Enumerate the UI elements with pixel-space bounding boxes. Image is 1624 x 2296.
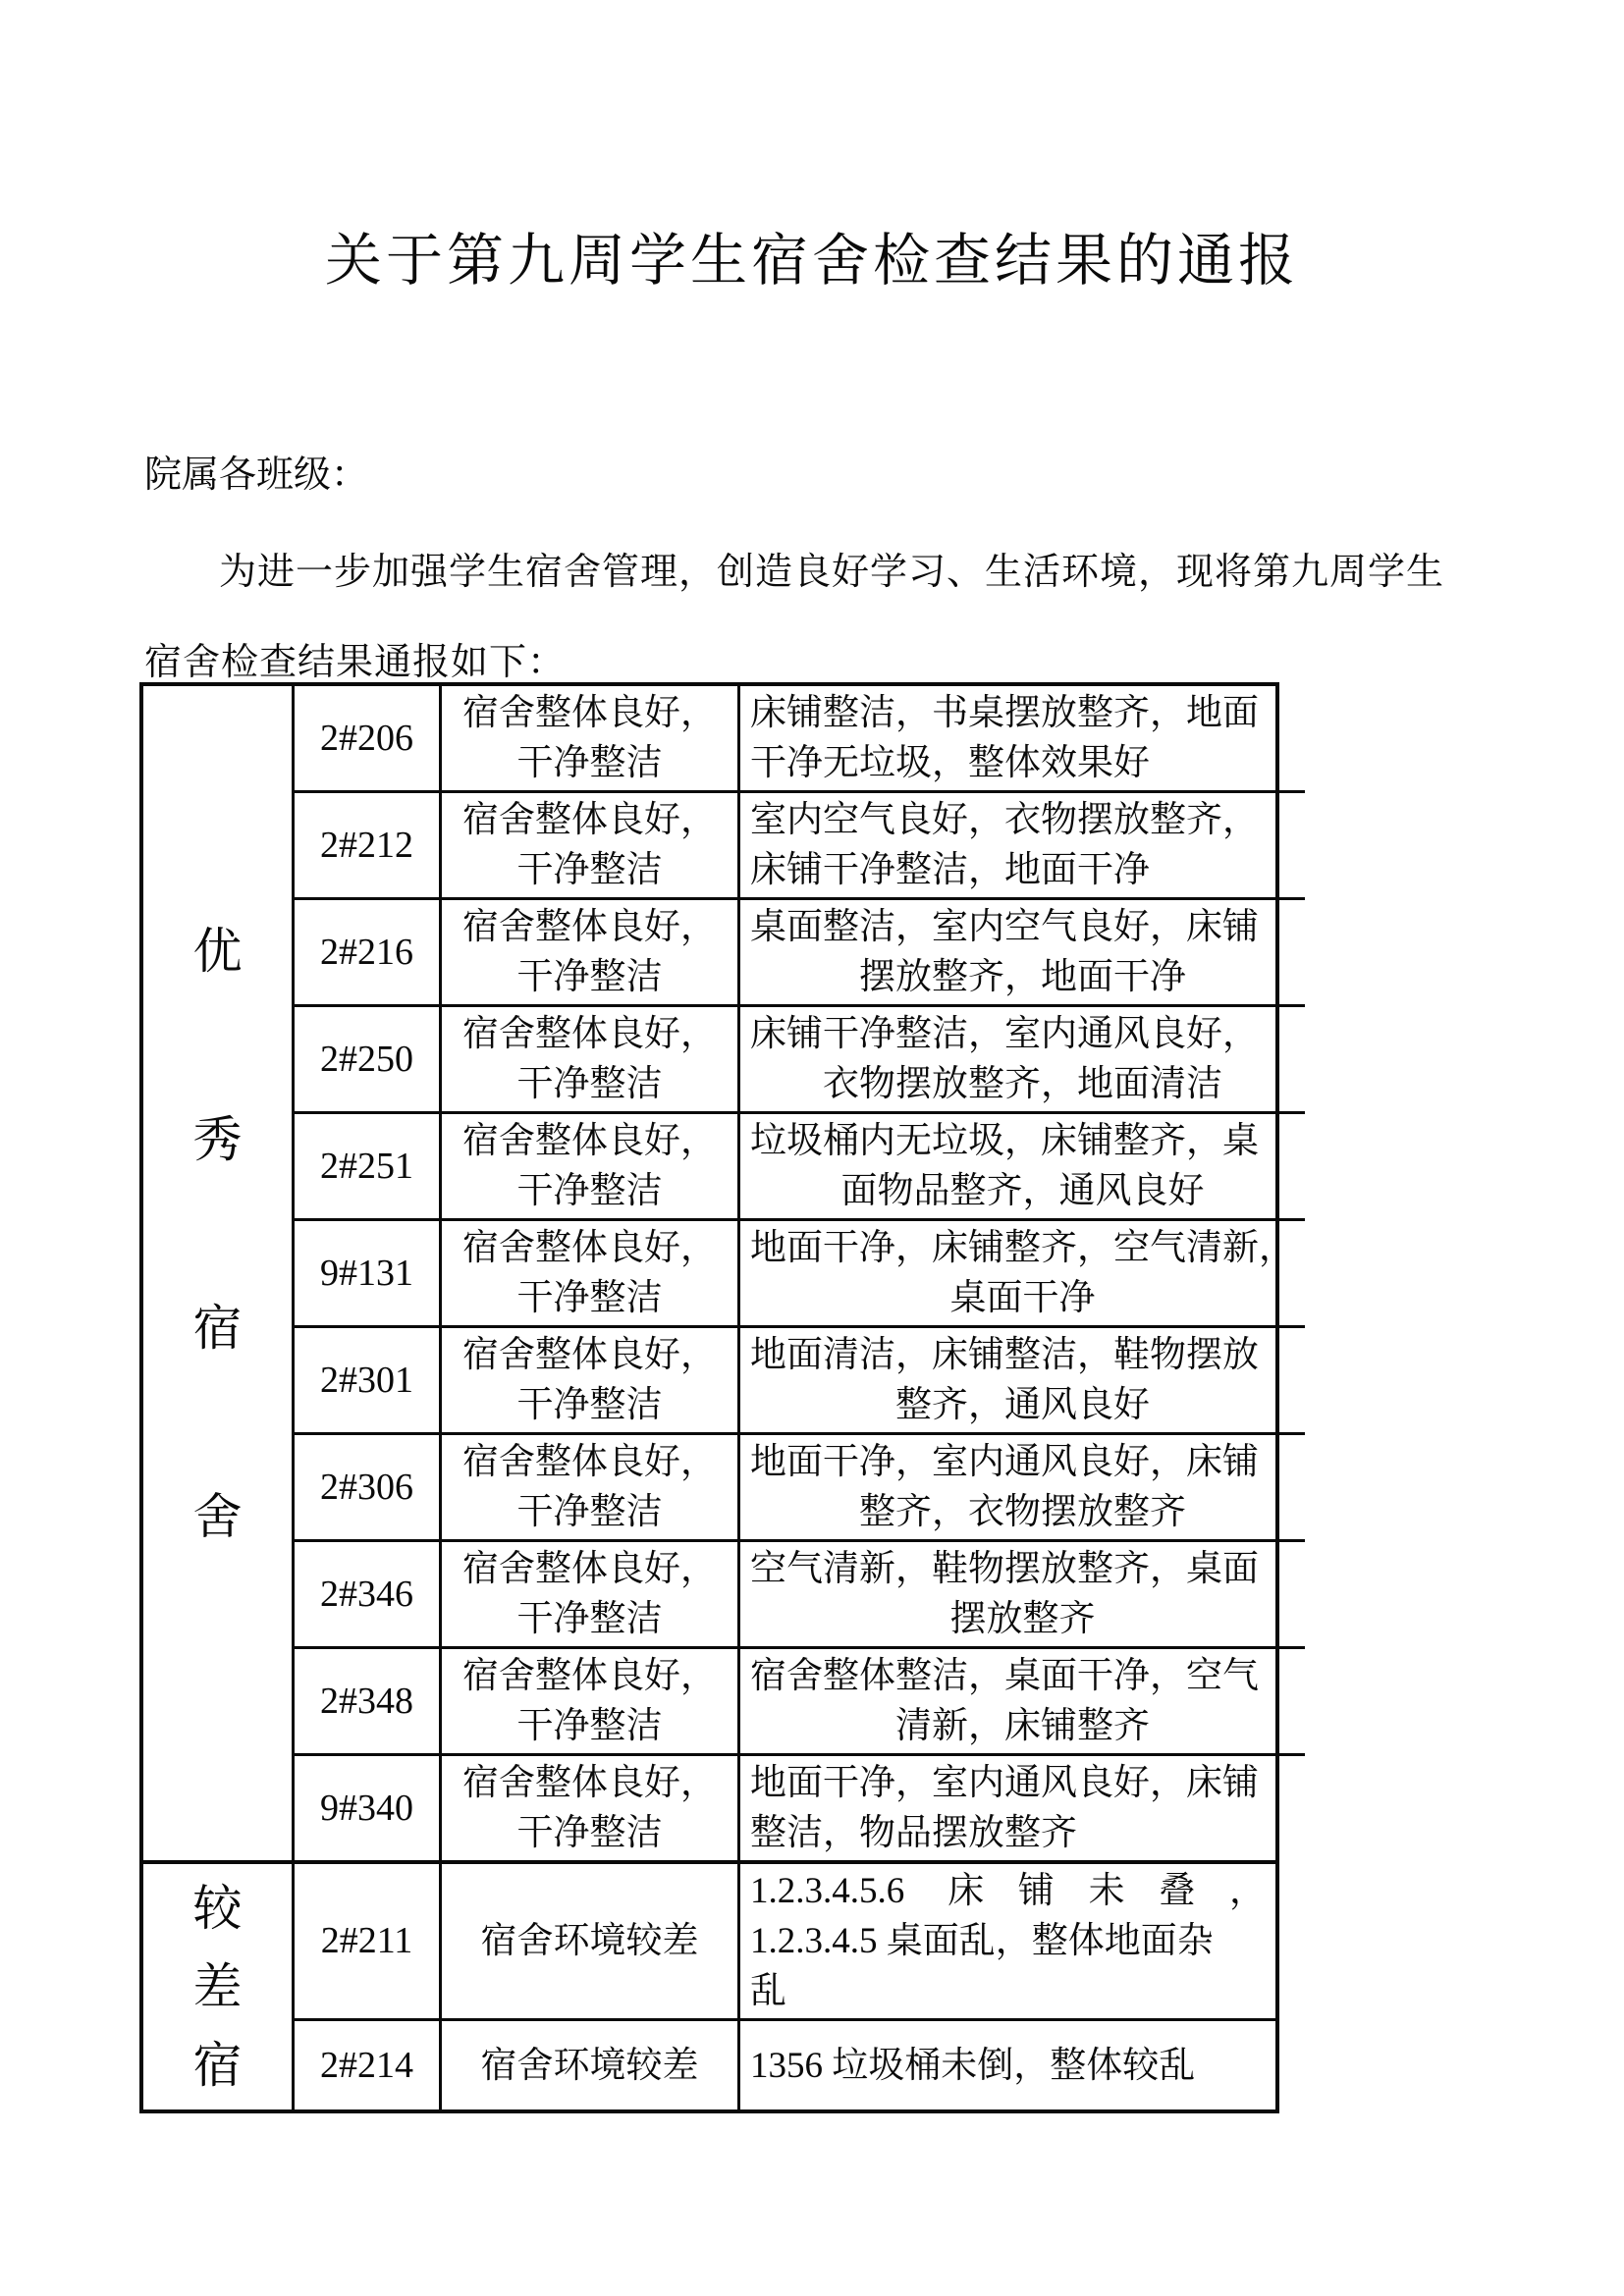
room-number: 2#216 — [320, 931, 413, 973]
detail-line: 整齐，衣物摆放整齐 — [859, 1492, 1186, 1532]
comment-cell — [442, 793, 740, 897]
table-row — [295, 1539, 1305, 1646]
detail-cell — [740, 900, 1305, 1004]
room-number: 2#206 — [320, 717, 413, 759]
detail-line: 地面干净，室内通风良好，床铺 — [750, 1763, 1259, 1803]
comment-line: 宿舍整体良好， — [462, 1228, 717, 1268]
room-number-cell — [295, 1435, 442, 1539]
detail-line: 空气清新，鞋物摆放整齐，桌面 — [750, 1549, 1259, 1589]
section-category-char: 较 — [192, 1881, 243, 1936]
table-row — [295, 1753, 1305, 1860]
comment-cell — [442, 1756, 740, 1860]
detail-line: 地面干净，床铺整齐，空气清新， — [750, 1228, 1295, 1268]
table-row — [295, 1432, 1305, 1539]
detail-cell — [740, 793, 1305, 897]
room-number: 2#306 — [320, 1466, 413, 1508]
comment-cell — [442, 1542, 740, 1646]
comment-line: 宿舍环境较差 — [480, 2045, 699, 2086]
detail-line: 桌面干净 — [949, 1278, 1096, 1318]
comment-line: 宿舍环境较差 — [480, 1921, 699, 1961]
room-number: 9#340 — [320, 1787, 413, 1829]
table-row — [295, 1218, 1305, 1325]
table-row — [295, 686, 1305, 790]
table-row — [295, 1111, 1305, 1218]
room-number-cell — [295, 793, 442, 897]
section-rows — [295, 686, 1305, 1860]
room-number: 9#131 — [320, 1252, 413, 1294]
comment-line: 宿舍整体良好， — [462, 1763, 717, 1803]
comment-cell — [442, 686, 740, 790]
table-row — [295, 1646, 1305, 1753]
comment-line: 干净整洁 — [516, 1706, 663, 1746]
room-number: 2#251 — [320, 1145, 413, 1187]
detail-line: 乱 — [750, 1971, 786, 2011]
table-section — [143, 1860, 1275, 2109]
comment-line: 干净整洁 — [516, 957, 663, 997]
comment-line: 宿舍整体良好， — [462, 1335, 717, 1375]
detail-line: 整齐，通风良好 — [895, 1385, 1150, 1425]
detail-cell — [740, 1864, 1275, 2018]
detail-line: 室内空气良好，衣物摆放整齐， — [750, 800, 1259, 840]
room-number-cell — [295, 1649, 442, 1753]
comment-line: 宿舍整体良好， — [462, 1549, 717, 1589]
comment-cell — [442, 1007, 740, 1111]
detail-line: 面物品整齐，通风良好 — [840, 1171, 1205, 1211]
detail-line: 床铺干净整洁，室内通风良好， — [750, 1014, 1259, 1054]
comment-line: 干净整洁 — [516, 1278, 663, 1318]
detail-line: 床铺干净整洁，地面干净 — [750, 850, 1150, 890]
section-category-char: 宿 — [192, 1301, 243, 1356]
detail-cell — [740, 2021, 1275, 2109]
comment-line: 宿舍整体良好， — [462, 693, 717, 733]
comment-line: 干净整洁 — [516, 1813, 663, 1853]
comment-line: 干净整洁 — [516, 1599, 663, 1639]
detail-line: 床铺整洁，书桌摆放整齐，地面 — [750, 693, 1259, 733]
section-category-char: 秀 — [192, 1112, 243, 1167]
comment-cell — [442, 1328, 740, 1432]
room-number: 2#211 — [320, 1920, 413, 1961]
detail-cell — [740, 1221, 1305, 1325]
room-number: 2#212 — [320, 824, 413, 866]
room-number-cell — [295, 1007, 442, 1111]
table-row — [295, 897, 1305, 1004]
comment-line: 干净整洁 — [516, 1171, 663, 1211]
room-number: 2#250 — [320, 1038, 413, 1080]
room-number: 2#346 — [320, 1573, 413, 1615]
table-row — [295, 1004, 1305, 1111]
comment-line: 宿舍整体良好， — [462, 800, 717, 840]
comment-line: 宿舍整体良好， — [462, 1014, 717, 1054]
detail-line: 1.2.3.4.5.6 床铺未叠， — [750, 1871, 1266, 1911]
comment-line: 宿舍整体良好， — [462, 907, 717, 947]
comment-line: 宿舍整体良好， — [462, 1442, 717, 1482]
comment-cell — [442, 900, 740, 1004]
detail-line: 1.2.3.4.5 桌面乱，整体地面杂 — [750, 1921, 1214, 1961]
detail-cell — [740, 1649, 1305, 1753]
detail-line: 摆放整齐，地面干净 — [859, 957, 1186, 997]
room-number-cell — [295, 686, 442, 790]
room-number-cell — [295, 1756, 442, 1860]
detail-line: 1356 垃圾桶未倒，整体较乱 — [750, 2045, 1196, 2086]
comment-cell — [442, 2021, 740, 2109]
room-number-cell — [295, 1221, 442, 1325]
section-category-cell — [143, 1864, 295, 2109]
room-number: 2#214 — [320, 2044, 413, 2086]
detail-line: 地面清洁，床铺整洁，鞋物摆放 — [750, 1335, 1259, 1375]
section-category-char: 舍 — [192, 1489, 243, 1544]
room-number-cell — [295, 1328, 442, 1432]
detail-line: 垃圾桶内无垃圾，床铺整齐，桌 — [750, 1121, 1259, 1161]
table-row — [295, 1864, 1275, 2018]
detail-line: 整洁，物品摆放整齐 — [750, 1813, 1077, 1853]
comment-cell — [442, 1221, 740, 1325]
detail-cell — [740, 1542, 1305, 1646]
detail-line: 地面干净，室内通风良好，床铺 — [750, 1442, 1259, 1482]
paragraph-line-2: 宿舍检查结果通报如下： — [144, 642, 567, 683]
paragraph-line-1: 为进一步加强学生宿舍管理，创造良好学习、生活环境，现将第九周学生 — [219, 552, 1445, 593]
room-number-cell — [295, 1864, 442, 2018]
comment-cell — [442, 1435, 740, 1539]
section-category-char: 差 — [192, 1959, 243, 2014]
greeting-line: 院属各班级： — [144, 454, 369, 496]
comment-cell — [442, 1114, 740, 1218]
room-number-cell — [295, 1114, 442, 1218]
comment-cell — [442, 1864, 740, 2018]
comment-line: 宿舍整体良好， — [462, 1656, 717, 1696]
room-number-cell — [295, 1542, 442, 1646]
detail-line: 宿舍整体整洁，桌面干净，空气 — [750, 1656, 1259, 1696]
comment-line: 干净整洁 — [516, 1385, 663, 1425]
detail-cell — [740, 686, 1305, 790]
section-rows — [295, 1864, 1275, 2109]
detail-cell — [740, 1114, 1305, 1218]
table-section — [143, 686, 1295, 1860]
comment-cell — [442, 1649, 740, 1753]
section-category-char: 宿 — [192, 2038, 243, 2093]
detail-cell — [740, 1328, 1305, 1432]
table-row — [295, 790, 1305, 897]
table-row — [295, 1325, 1305, 1432]
room-number: 2#348 — [320, 1680, 413, 1722]
comment-line: 宿舍整体良好， — [462, 1121, 717, 1161]
document-title: 关于第九周学生宿舍检查结果的通报 — [324, 229, 1299, 293]
room-number-cell — [295, 2021, 442, 2109]
comment-line: 干净整洁 — [516, 1492, 663, 1532]
table-row — [295, 2018, 1275, 2109]
comment-line: 干净整洁 — [516, 850, 663, 890]
detail-line: 清新，床铺整齐 — [895, 1706, 1150, 1746]
room-number: 2#301 — [320, 1359, 413, 1401]
section-category-char: 优 — [192, 924, 243, 979]
room-number-cell — [295, 900, 442, 1004]
section-category-cell — [143, 686, 295, 1860]
detail-cell — [740, 1756, 1305, 1860]
detail-cell — [740, 1435, 1305, 1539]
detail-line: 桌面整洁，室内空气良好，床铺 — [750, 907, 1259, 947]
detail-line: 干净无垃圾，整体效果好 — [750, 743, 1150, 783]
detail-cell — [740, 1007, 1305, 1111]
comment-line: 干净整洁 — [516, 743, 663, 783]
comment-line: 干净整洁 — [516, 1064, 663, 1104]
detail-line: 摆放整齐 — [949, 1599, 1096, 1639]
inspection-table — [139, 682, 1295, 2113]
detail-line: 衣物摆放整齐，地面清洁 — [823, 1064, 1222, 1104]
